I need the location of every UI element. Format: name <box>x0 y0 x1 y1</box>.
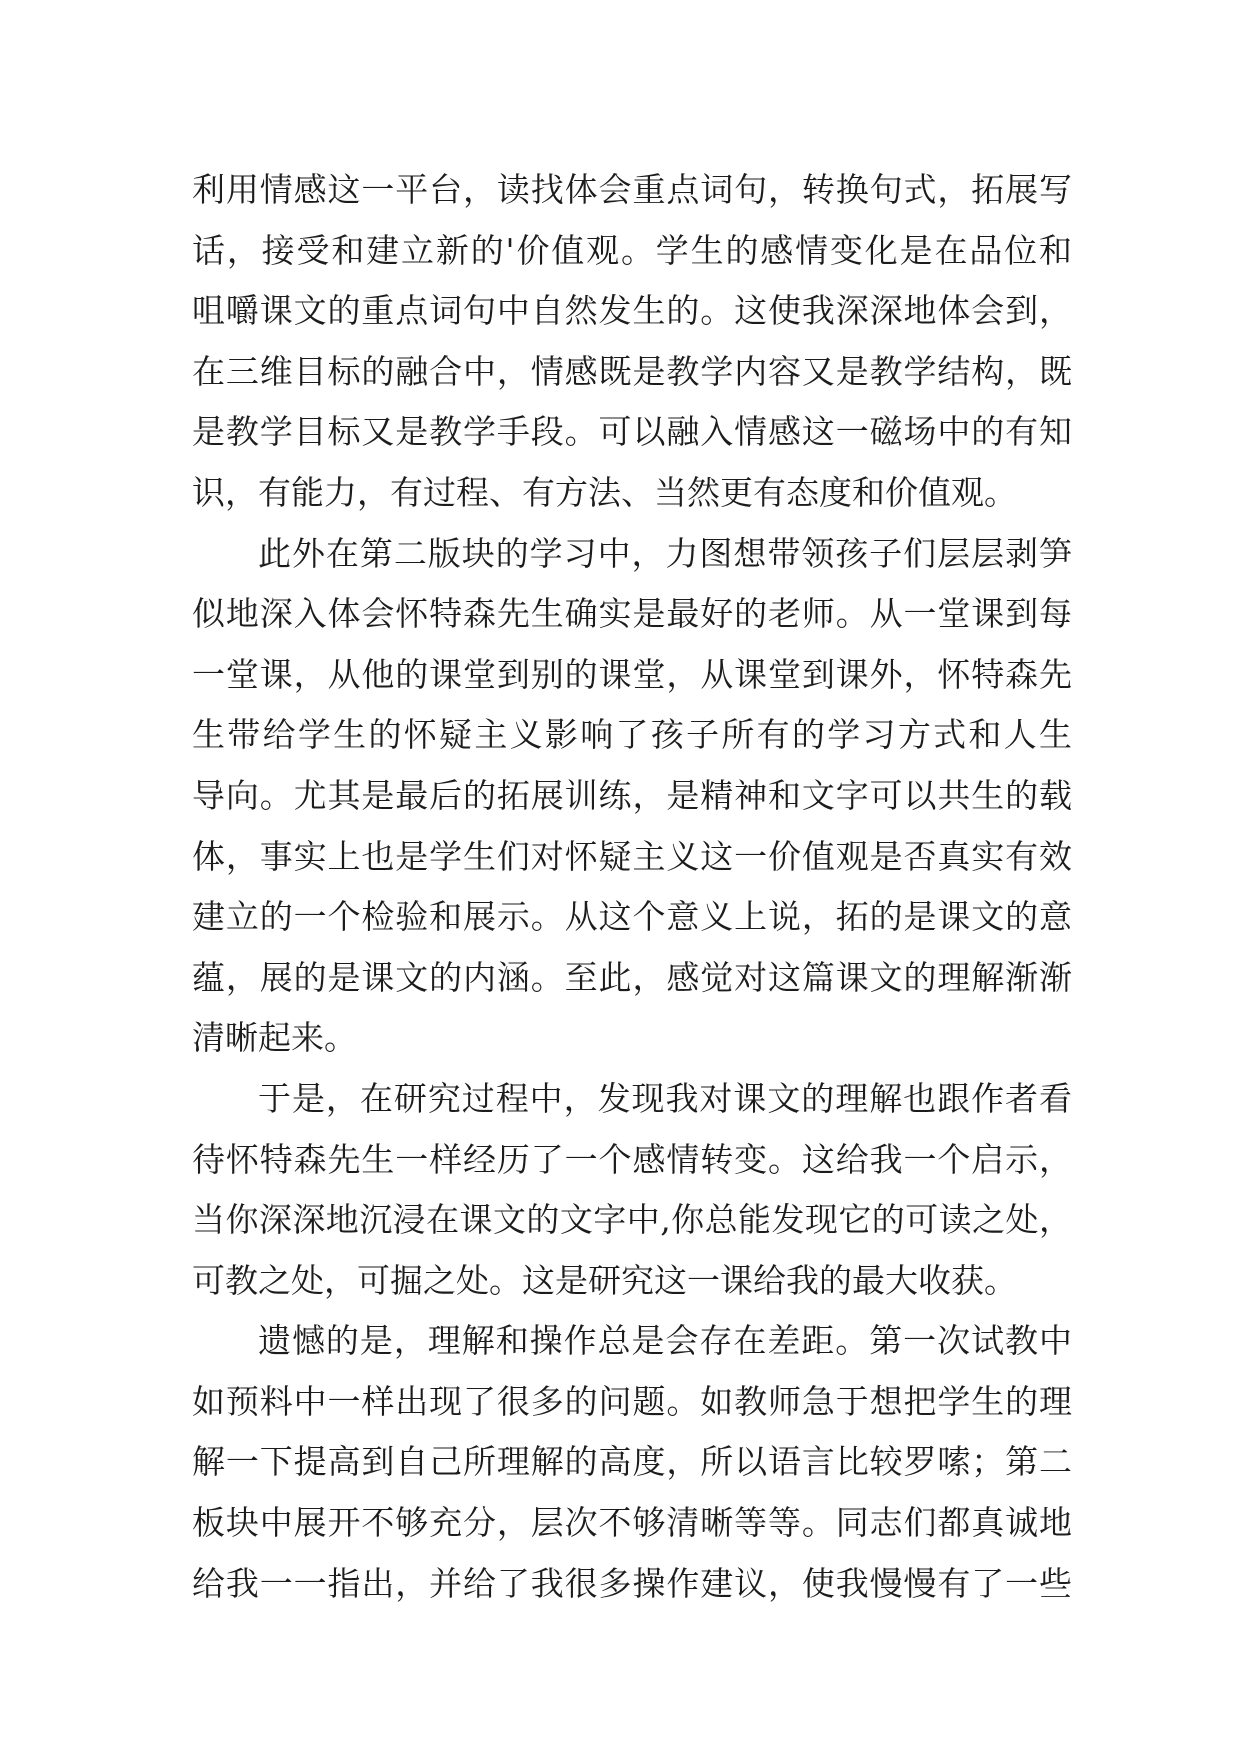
text-line: 在三维目标的融合中，情感既是教学内容又是教学结构，既 <box>192 351 1072 391</box>
text-line: 遗憾的是，理解和操作总是会存在差距。第一次试教中 <box>258 1321 1072 1361</box>
text-line: 建立的一个检验和展示。从这个意义上说，拓的是课文的意 <box>192 897 1072 937</box>
text-line: 蕴，展的是课文的内涵。至此，感觉对这篇课文的理解渐渐 <box>192 957 1072 997</box>
text-line: 板块中展开不够充分，层次不够清晰等等。同志们都真诚地 <box>192 1503 1072 1543</box>
text-line: 生带给学生的怀疑主义影响了孩子所有的学习方式和人生 <box>192 715 1072 755</box>
text-line: 利用情感这一平台，读找体会重点词句，转换句式，拓展写 <box>192 170 1072 209</box>
text-line: 体，事实上也是学生们对怀疑主义这一价值观是否真实有效 <box>192 836 1072 876</box>
paragraph-2 <box>192 524 1072 1069</box>
text-line: 给我一一指出，并给了我很多操作建议，使我慢慢有了一些 <box>192 1563 1072 1603</box>
text-line: 一堂课，从他的课堂到别的课堂，从课堂到课外，怀特森先 <box>192 654 1072 694</box>
paragraph-3 <box>192 1069 1072 1311</box>
paragraph-4 <box>192 1311 1072 1614</box>
text-line: 解一下提高到自己所理解的高度，所以语言比较罗嗦；第二 <box>192 1442 1072 1482</box>
document-body <box>192 160 1072 1614</box>
text-line: 识，有能力，有过程、有方法、当然更有态度和价值观。 <box>192 472 1017 512</box>
text-line: 待怀特森先生一样经历了一个感情转变。这给我一个启示， <box>192 1139 1072 1179</box>
text-line: 于是，在研究过程中，发现我对课文的理解也跟作者看 <box>258 1078 1072 1118</box>
text-line: 话，接受和建立新的'价值观。学生的感情变化是在品位和 <box>192 230 1072 270</box>
text-line: 咀嚼课文的重点词句中自然发生的。这使我深深地体会到， <box>192 291 1072 331</box>
text-line: 如预料中一样出现了很多的问题。如教师急于想把学生的理 <box>192 1381 1072 1421</box>
text-line: 可教之处，可掘之处。这是研究这一课给我的最大收获。 <box>192 1260 1017 1300</box>
text-line: 当你深深地沉浸在课文的文字中,你总能发现它的可读之处， <box>192 1200 1072 1240</box>
text-line: 此外在第二版块的学习中，力图想带领孩子们层层剥笋 <box>258 533 1072 573</box>
paragraph-1 <box>192 160 1072 524</box>
text-line: 清晰起来。 <box>192 1018 357 1058</box>
text-line: 似地深入体会怀特森先生确实是最好的老师。从一堂课到每 <box>192 594 1072 634</box>
text-line: 是教学目标又是教学手段。可以融入情感这一磁场中的有知 <box>192 412 1072 452</box>
text-line: 导向。尤其是最后的拓展训练，是精神和文字可以共生的载 <box>192 775 1072 815</box>
